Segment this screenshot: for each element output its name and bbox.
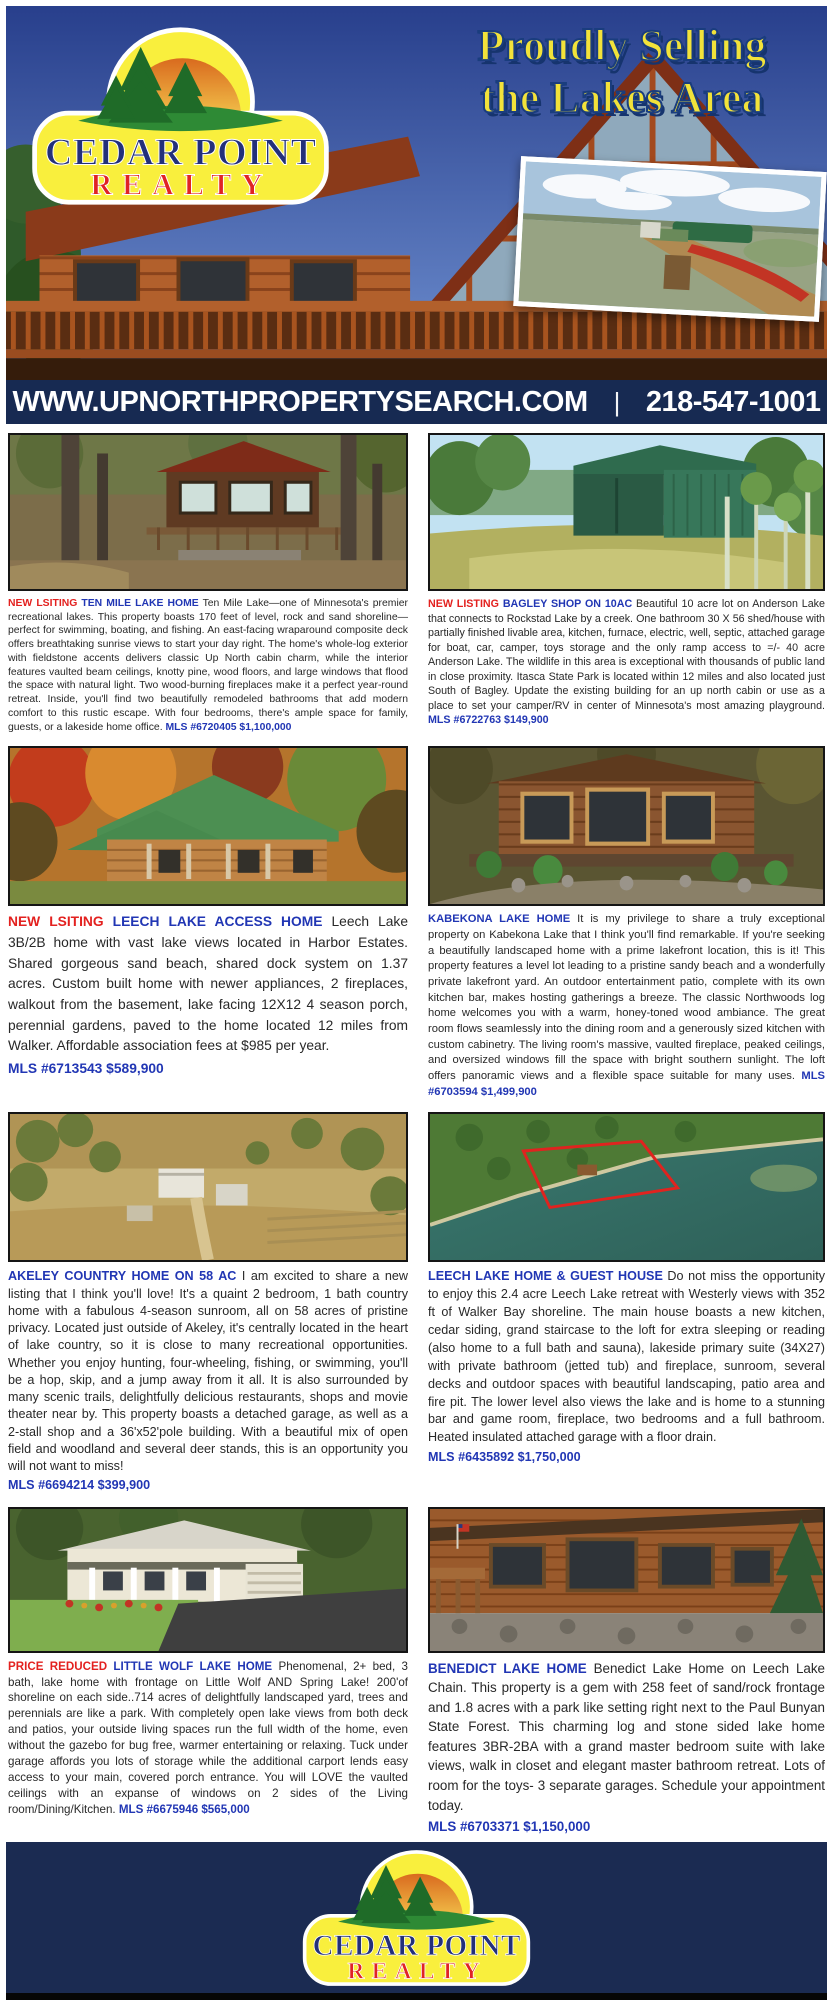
listing-little-wolf-lake-home bbox=[8, 1507, 408, 1837]
listing-photo-bagley bbox=[428, 433, 825, 591]
listing-photo-kabekona bbox=[428, 746, 825, 906]
listing-mls-price: MLS #6703371 $1,150,000 bbox=[428, 1819, 591, 1835]
listing-tag: NEW LSITING bbox=[8, 914, 104, 930]
listing-body: Phenomenal, 2+ bed, 3 bath, lake home with frontage on Little Wolf AND Spring Lake! 200'of shoreline on each side..714 acres of delightfully landscaped yard, trees and perennials are like a park. With completely open lake views from both deck and patios, your outside living spaces run the full width of the home, even without the gazebo for bug free, warmer entertaining or relaxing. Tuck under garage affords you lots of storage while the additional carport lends easy access to your main, covered porch entrance. You will LOVE the vaulted ceilings with an expanse of windows on 2 sides of the Living room/Dining/Kitchen. bbox=[8, 1659, 408, 1816]
listing-akeley-country-home bbox=[8, 1112, 408, 1494]
listing-photo-little-wolf bbox=[8, 1507, 408, 1653]
listing-tag: PRICE REDUCED bbox=[8, 1659, 108, 1673]
listing-description bbox=[8, 1268, 408, 1494]
listing-mls-price: MLS #6713543 $589,900 bbox=[8, 1061, 164, 1077]
cedar-point-realty-logo bbox=[28, 26, 333, 206]
listing-body: Do not miss the opportunity to enjoy this 2.4 acre Leech Lake retreat with Westerly views with 352 ft of Walker Bay shoreline. The main house boasts a new kitchen, cedar siding, grand staircase to the loft for extra sleeping or reading (also home to a full bath and sauna), lakeside primary suite (34X27) with private bathroom (jetted tub) and fireplace, sunroom, several decks and outdoor spaces with beautiful landscaping, patio area and fire pit. The lower level also views the lake and is home to a stunning bar and game room, fireplace, two bedrooms and a full bathroom. Heated insulated attached garage with a floor drain. bbox=[428, 1269, 825, 1445]
listing-description bbox=[8, 912, 408, 1080]
cedar-point-realty-logo-footer bbox=[284, 1849, 549, 1987]
listing-description bbox=[428, 912, 825, 1100]
logo-line2: REALTY bbox=[90, 167, 271, 202]
listing-name: BENEDICT LAKE HOME bbox=[428, 1660, 587, 1676]
listing-description bbox=[428, 1659, 825, 1837]
listings-grid bbox=[6, 424, 827, 1842]
footer bbox=[6, 1842, 827, 2000]
listing-photo-ten-mile bbox=[8, 433, 408, 591]
listing-description bbox=[8, 597, 408, 734]
listing-mls-price: MLS #6694214 $399,900 bbox=[8, 1478, 151, 1493]
listing-name: KABEKONA LAKE HOME bbox=[428, 913, 571, 926]
listing-benedict-lake-home bbox=[428, 1507, 825, 1837]
listing-photo-leech-access bbox=[8, 746, 408, 906]
listing-name: TEN MILE LAKE HOME bbox=[81, 598, 199, 609]
listing-mls-price: MLS #6435892 $1,750,000 bbox=[428, 1450, 581, 1465]
listing-body: Benedict Lake Home on Leech Lake Chain. This property is a gem with 258 feet of sand/rock frontage and 1.8 acres with a park like setting right next to the Paul Bunyan State Forest. This charming log and stone sided lake home features 3BR-2BA with a grand master bedroom suite with lake views, walk in closet and elegant master bathroom retreat. Lots of room for the toys- 3 separate garages. Schedule your appointment today. bbox=[428, 1660, 825, 1813]
website-link[interactable]: WWW.UPNORTHPROPERTYSEARCH.COM bbox=[12, 385, 588, 418]
listing-bagley-shop bbox=[428, 433, 825, 734]
listing-photo-benedict bbox=[428, 1507, 825, 1653]
phone-number[interactable]: 218-547-1001 bbox=[645, 385, 821, 418]
listing-description bbox=[428, 1268, 825, 1467]
listing-tag: NEW LSITING bbox=[8, 598, 78, 609]
footer-logo-line1: CEDAR POINT bbox=[312, 1929, 521, 1962]
contact-banner bbox=[6, 380, 827, 424]
footer-logo-line2: REALTY bbox=[347, 1957, 486, 1984]
listing-name: LEECH LAKE ACCESS HOME bbox=[112, 914, 323, 930]
listing-body: Ten Mile Lake—one of Minnesota's premier recreational lakes. This property boasts 170 feet of level, rock and sand shoreline—perfect for swimming, boating, and fishing. An east-facing wraparound composite deck offers breathtaking sunrise views to start your day right. The home's whole-log exterior with fieldstone accents delivers classic Up North cabin charm, while the interior features vaulted beam ceilings, knotty pine, wood floors, and large windows that flood the space with natural light. Two wood-burning fireplaces make it a perfect year-round retreat. Inside, you'll find two beautifully remodeled bathrooms that add modern comfort to this rustic escape. With four bedrooms, there's ample space for family, guests, or a lakeside home office. bbox=[8, 598, 408, 733]
listing-photo-akeley-aerial bbox=[8, 1112, 408, 1262]
listing-body: I am excited to share a new listing that I think you'll love! It's a quaint 2 bedroom, 1 bath country home with a fabulous 4-season sunroom, all on 58 acres of pristine privacy. Located just outside of Akeley, it's centrally located in the heart of lake country, so it is close to many recreational opportunities. Whether you enjoy hunting, four-wheeling, fishing, or swimming, you'll be a hop, skip, and a jump away from it all. It is also surrounded by many scenic trails, delightfully delicious restaurants, shops and movie theater near by. This property boasts a detached garage, as well as a 2-stall shop and a 36'x52'pole building. With a beautiful mix of open field and woodland and several deer stands, this is an opportunity you will not want to miss! bbox=[8, 1269, 408, 1474]
listing-body: It is my privilege to share a truly exceptional property on Kabekona Lake that I think you'll find remarkable. If you're seeking a beautifully landscaped home with a prime lakefront location, this is it! This property features a level lot leading to a pristine sandy beach and a wonderfully private lakefront yard. An outdoor entertainment patio, complete with its own kitchen bar, makes hosting gatherings a breeze. The classic Northwoods log home welcomes you with a warm, honey-toned wood ambiance. The great room flows seamlessly into the dining room and a generously sized kitchen with custom cabinetry. The living room's massive, vaulted fireplace, peaked ceilings, and oversized windows fill the space with bright southern sunlight. The loft offers panoramic views and a flexible space suitable for many uses. bbox=[428, 913, 825, 1083]
header bbox=[6, 6, 827, 380]
title-line2: the Lakes Area bbox=[480, 72, 764, 122]
page-title bbox=[421, 20, 823, 124]
banner-separator: | bbox=[613, 386, 620, 417]
listing-tag: NEW LISTING bbox=[428, 598, 499, 610]
listing-name: AKELEY COUNTRY HOME ON 58 AC bbox=[8, 1269, 237, 1284]
listing-mls-price: MLS #6722763 $149,900 bbox=[428, 714, 549, 727]
listing-mls-price: MLS #6703594 $1,499,900 bbox=[428, 1070, 825, 1098]
listing-description bbox=[8, 1659, 408, 1818]
listing-name: BAGLEY SHOP ON 10AC bbox=[502, 598, 633, 610]
listing-leech-lake-access-home bbox=[8, 746, 408, 1100]
listing-mls-price: MLS #6675946 $565,000 bbox=[118, 1802, 250, 1816]
listing-ten-mile-lake-home bbox=[8, 433, 408, 734]
listing-body: Beautiful 10 acre lot on Anderson Lake that connects to Rockstad Lake by a creek. One bathroom 30 X 56 shed/house with partially finished livable area, kitchen, furnace, electric, well, septic, attached garage for boat, car, camper, toys storage and the only ramp access to =/- 40 acre Anderson Lake. The wildlife in this area is exceptional with thousands of public land in close proximity. Itasca State Park is located within 12 miles and also located just South of Bagley. Update the existing building for an up north cabin or use as a place to set your camper/RV in center of Minnesota's most amazing playground. bbox=[428, 598, 825, 712]
listing-photo-leech-aerial bbox=[428, 1112, 825, 1262]
listing-mls-price: MLS #6720405 $1,100,000 bbox=[165, 721, 292, 733]
listing-kabekona-lake-home bbox=[428, 746, 825, 1100]
listing-leech-lake-guest-house bbox=[428, 1112, 825, 1494]
listing-description bbox=[428, 597, 825, 728]
title-line1: Proudly Selling bbox=[477, 21, 767, 70]
listing-name: LEECH LAKE HOME & GUEST HOUSE bbox=[428, 1269, 663, 1284]
listing-body: Leech Lake 3B/2B home with vast lake views located in Harbor Estates. Shared gorgeous sand beach, shared dock system on 1.37 acres. Custom built home with newer appliances, 2 fireplaces, walkout from the basement, lake facing 12X12 4 season porch, perennial gardens, paved to the home located 12 miles from Walker. Affordable association fees at $985 per year. bbox=[8, 914, 408, 1054]
listing-name: LITTLE WOLF LAKE HOME bbox=[113, 1659, 273, 1673]
logo-line1: CEDAR POINT bbox=[45, 131, 316, 174]
lake-dock-inset-photo bbox=[513, 156, 826, 322]
